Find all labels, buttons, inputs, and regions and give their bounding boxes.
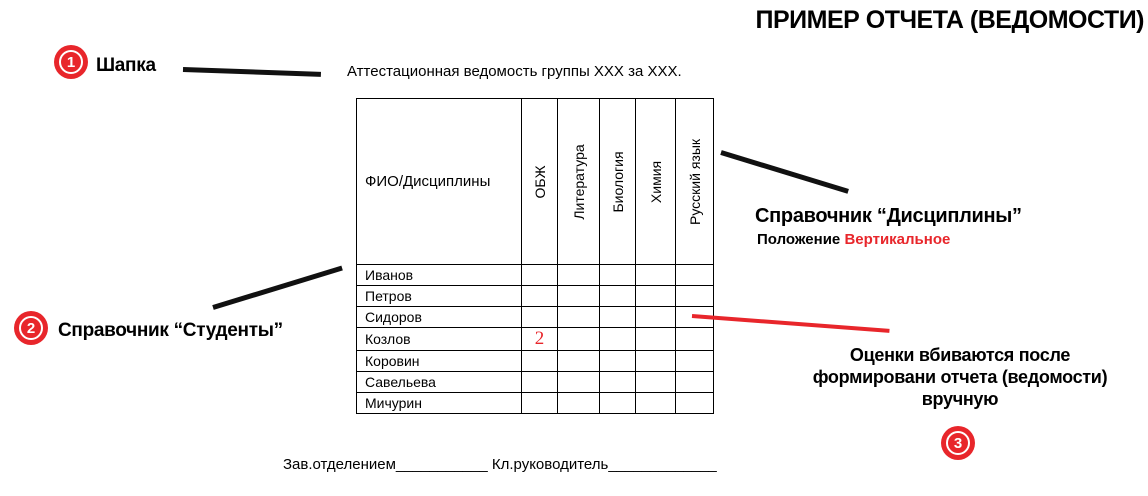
disciplines-position bbox=[757, 231, 950, 248]
table-header-row bbox=[357, 99, 714, 265]
callout-2-pointer-line bbox=[212, 266, 343, 310]
subject-header-russian bbox=[676, 99, 714, 265]
subject-label: Литература bbox=[570, 143, 587, 220]
grade-cell[interactable] bbox=[558, 351, 600, 372]
table-row bbox=[357, 286, 714, 307]
callout-3-line-3: вручную bbox=[921, 389, 999, 409]
grade-cell[interactable] bbox=[600, 307, 636, 328]
callout-3-pointer-line bbox=[692, 314, 890, 333]
grade-cell[interactable] bbox=[676, 286, 714, 307]
grade-cell[interactable] bbox=[558, 307, 600, 328]
corner-header: ФИО/Дисциплины bbox=[357, 99, 522, 265]
grade-cell[interactable] bbox=[558, 393, 600, 414]
student-name: Савельева bbox=[357, 372, 522, 393]
callout-1-pointer-line bbox=[183, 67, 321, 77]
student-name: Коровин bbox=[357, 351, 522, 372]
callout-3-line-2: формировани отчета (ведомости) bbox=[812, 367, 1108, 387]
grade-cell[interactable] bbox=[676, 265, 714, 286]
subject-label: Русский язык bbox=[686, 138, 703, 225]
grade-cell[interactable] bbox=[600, 372, 636, 393]
student-name: Иванов bbox=[357, 265, 522, 286]
grade-cell[interactable] bbox=[522, 372, 558, 393]
grade-cell[interactable] bbox=[558, 286, 600, 307]
grade-cell[interactable] bbox=[676, 393, 714, 414]
callout-3-label bbox=[772, 344, 1148, 410]
student-name: Сидоров bbox=[357, 307, 522, 328]
grade-cell[interactable]: 2 bbox=[522, 328, 558, 351]
page-title: ПРИМЕР ОТЧЕТА (ВЕДОМОСТИ) bbox=[755, 6, 1144, 34]
subject-header-biology bbox=[600, 99, 636, 265]
student-name: Петров bbox=[357, 286, 522, 307]
callout-1-badge bbox=[54, 45, 88, 79]
subject-header-chemistry bbox=[636, 99, 676, 265]
table-row bbox=[357, 372, 714, 393]
subject-header-obzh bbox=[522, 99, 558, 265]
grade-cell[interactable] bbox=[558, 372, 600, 393]
subject-label: Химия bbox=[647, 160, 664, 203]
grade-cell[interactable] bbox=[522, 307, 558, 328]
grade-cell[interactable] bbox=[636, 372, 676, 393]
callout-1-number: 1 bbox=[59, 50, 83, 74]
table-row bbox=[357, 328, 714, 351]
grade-cell[interactable] bbox=[600, 286, 636, 307]
grades-table bbox=[356, 98, 714, 414]
document-title: Аттестационная ведомость группы XXX за XXX. bbox=[347, 63, 682, 80]
table-row bbox=[357, 351, 714, 372]
grade-cell[interactable] bbox=[636, 265, 676, 286]
student-name: Мичурин bbox=[357, 393, 522, 414]
callout-2-badge bbox=[14, 311, 48, 345]
position-value: Вертикальное bbox=[844, 231, 951, 248]
callout-1-label: Шапка bbox=[96, 55, 156, 76]
grade-cell[interactable] bbox=[522, 351, 558, 372]
callout-3-badge bbox=[941, 426, 975, 460]
callout-3-number: 3 bbox=[946, 431, 970, 455]
table-row bbox=[357, 393, 714, 414]
grade-cell[interactable] bbox=[636, 328, 676, 351]
grade-cell[interactable] bbox=[636, 393, 676, 414]
disciplines-pointer-line bbox=[720, 150, 849, 194]
grade-cell[interactable] bbox=[558, 328, 600, 351]
grade-cell[interactable] bbox=[600, 351, 636, 372]
table-row bbox=[357, 265, 714, 286]
grade-cell[interactable] bbox=[600, 328, 636, 351]
subject-label: Биология bbox=[609, 150, 626, 213]
grade-cell[interactable] bbox=[676, 328, 714, 351]
callout-2-label: Справочник “Студенты” bbox=[58, 320, 283, 341]
grade-cell[interactable] bbox=[636, 307, 676, 328]
callout-2-number: 2 bbox=[19, 316, 43, 340]
grade-cell[interactable] bbox=[522, 265, 558, 286]
student-name: Козлов bbox=[357, 328, 522, 351]
grade-cell[interactable] bbox=[558, 265, 600, 286]
grade-cell[interactable] bbox=[676, 351, 714, 372]
grade-cell[interactable] bbox=[636, 351, 676, 372]
table-row bbox=[357, 307, 714, 328]
subject-header-literature bbox=[558, 99, 600, 265]
position-label: Положение bbox=[757, 231, 841, 248]
grade-cell[interactable] bbox=[600, 393, 636, 414]
callout-3-line-1: Оценки вбиваются после bbox=[849, 345, 1071, 365]
grade-cell[interactable] bbox=[636, 286, 676, 307]
grade-cell[interactable] bbox=[600, 265, 636, 286]
disciplines-callout-title: Справочник “Дисциплины” bbox=[755, 205, 1022, 227]
grade-cell[interactable] bbox=[676, 372, 714, 393]
subject-label: ОБЖ bbox=[531, 164, 548, 199]
grade-cell[interactable] bbox=[522, 393, 558, 414]
signature-lines: Зав.отделением___________ Кл.руководитель_____________ bbox=[283, 456, 717, 473]
grade-cell[interactable] bbox=[522, 286, 558, 307]
